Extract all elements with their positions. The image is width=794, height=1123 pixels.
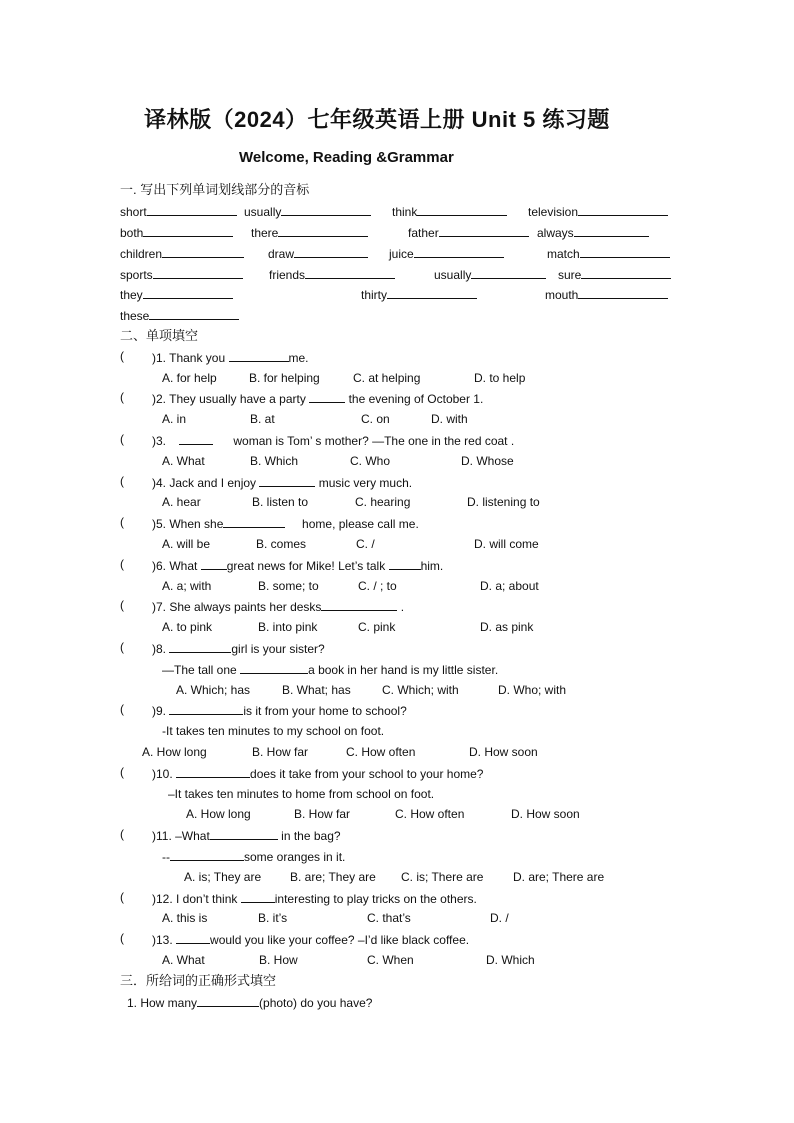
option: B. into pink bbox=[258, 620, 318, 634]
section2-heading: 二、单项填空 bbox=[120, 328, 199, 343]
question: 1. How many (photo) do you have? bbox=[127, 996, 373, 1010]
word-item: usually bbox=[434, 266, 546, 283]
option: C. hearing bbox=[355, 495, 411, 509]
option: C. / bbox=[356, 537, 375, 551]
question-line2: —The tall one a book in her hand is my little sister. bbox=[162, 663, 499, 677]
option: C. / ; to bbox=[358, 579, 397, 593]
answer-paren: ( bbox=[120, 931, 124, 945]
word-item: father bbox=[408, 224, 529, 241]
question-line2: -- some oranges in it. bbox=[162, 850, 346, 864]
question: )13. would you like your coffee? –I’d like black coffee. bbox=[152, 933, 470, 947]
option: C. When bbox=[367, 953, 414, 967]
option: B. How bbox=[259, 953, 298, 967]
option: C. How often bbox=[346, 745, 416, 759]
option: A. a; with bbox=[162, 579, 212, 593]
word-item: friends bbox=[269, 266, 395, 283]
option: C. at helping bbox=[353, 371, 421, 385]
option: A. What bbox=[162, 953, 205, 967]
option: B. some; to bbox=[258, 579, 319, 593]
question: )6. What great news for Mike! Let’s talk him. bbox=[152, 559, 444, 573]
question: )2. They usually have a party the evening of October 1. bbox=[152, 392, 484, 406]
option: D. as pink bbox=[480, 620, 534, 634]
option: B. listen to bbox=[252, 495, 309, 509]
option: A. in bbox=[162, 412, 187, 426]
word-item: children bbox=[120, 245, 244, 262]
option: C. How often bbox=[395, 807, 465, 821]
option: D. How soon bbox=[511, 807, 580, 821]
question: )1. Thank you me. bbox=[152, 351, 309, 365]
option: D. Which bbox=[486, 953, 535, 967]
option: B. are; They are bbox=[290, 870, 376, 884]
word-item: juice bbox=[389, 245, 504, 262]
question: )5. When she home, please call me. bbox=[152, 517, 419, 531]
answer-paren: ( bbox=[120, 557, 124, 571]
word-item: draw bbox=[268, 245, 368, 262]
option: A. for help bbox=[162, 371, 217, 385]
question: )12. I don’t think interesting to play tricks on the others. bbox=[152, 892, 477, 906]
option: B. Which bbox=[250, 454, 299, 468]
word-item: thirty bbox=[361, 286, 477, 303]
word-item: sure bbox=[558, 266, 671, 283]
word-item: they bbox=[120, 286, 233, 303]
option: B. comes bbox=[256, 537, 307, 551]
word-item: mouth bbox=[545, 286, 668, 303]
option: A. How long bbox=[142, 745, 207, 759]
word-item: there bbox=[251, 224, 368, 241]
word-item: match bbox=[547, 245, 670, 262]
page-title: 译林版（2024）七年级英语上册 Unit 5 练习题 bbox=[144, 107, 610, 132]
option: D. a; about bbox=[480, 579, 539, 593]
option: B. for helping bbox=[249, 371, 320, 385]
answer-paren: ( bbox=[120, 640, 124, 654]
word-item: sports bbox=[120, 266, 243, 283]
answer-paren: ( bbox=[120, 474, 124, 488]
option: D. Whose bbox=[461, 454, 514, 468]
word-item: think bbox=[392, 203, 507, 220]
answer-paren: ( bbox=[120, 515, 124, 529]
question: )8. girl is your sister? bbox=[152, 642, 325, 656]
option: C. on bbox=[361, 412, 390, 426]
option: D. listening to bbox=[467, 495, 540, 509]
option: A. this is bbox=[162, 911, 208, 925]
option: D. will come bbox=[474, 537, 539, 551]
option: C. is; There are bbox=[401, 870, 484, 884]
option: C. Who bbox=[350, 454, 391, 468]
option: A. to pink bbox=[162, 620, 213, 634]
option: D. Who; with bbox=[498, 683, 567, 697]
answer-paren: ( bbox=[120, 432, 124, 446]
word-item: both bbox=[120, 224, 233, 241]
option: A. hear bbox=[162, 495, 201, 509]
word-item: television bbox=[528, 203, 668, 220]
option: C. Which; with bbox=[382, 683, 459, 697]
option: B. How far bbox=[252, 745, 309, 759]
option: B. What; has bbox=[282, 683, 351, 697]
answer-paren: ( bbox=[120, 890, 124, 904]
answer-paren: ( bbox=[120, 390, 124, 404]
option: D. to help bbox=[474, 371, 526, 385]
word-item: these bbox=[120, 307, 239, 324]
option: D. are; There are bbox=[513, 870, 605, 884]
answer-paren: ( bbox=[120, 702, 124, 716]
option: B. at bbox=[250, 412, 275, 426]
section1-heading: 一. 写出下列单词划线部分的音标 bbox=[120, 182, 310, 197]
question-line2: -It takes ten minutes to my school on foot. bbox=[162, 724, 385, 738]
question: )3. woman is Tom’ s mother? —The one in the red coat . bbox=[152, 434, 515, 448]
answer-paren: ( bbox=[120, 349, 124, 363]
question: )11. –What in the bag? bbox=[152, 829, 341, 843]
question: )4. Jack and I enjoy music very much. bbox=[152, 476, 413, 490]
word-item: short bbox=[120, 203, 237, 220]
option: C. that’s bbox=[367, 911, 411, 925]
answer-paren: ( bbox=[120, 598, 124, 612]
word-item: usually bbox=[244, 203, 371, 220]
option: B. it’s bbox=[258, 911, 288, 925]
page-subtitle: Welcome, Reading &Grammar bbox=[239, 149, 454, 166]
question: )10. does it take from your school to your home? bbox=[152, 767, 484, 781]
word-item: always bbox=[537, 224, 649, 241]
section3-heading: 三．所给词的正确形式填空 bbox=[120, 973, 277, 988]
answer-paren: ( bbox=[120, 765, 124, 779]
question-line2: –It takes ten minutes to home from school on foot. bbox=[168, 787, 435, 801]
question: )9. is it from your home to school? bbox=[152, 704, 407, 718]
option: A. is; They are bbox=[184, 870, 262, 884]
option: C. pink bbox=[358, 620, 396, 634]
option: A. Which; has bbox=[176, 683, 251, 697]
answer-paren: ( bbox=[120, 827, 124, 841]
option: B. How far bbox=[294, 807, 351, 821]
question: )7. She always paints her desks . bbox=[152, 600, 405, 614]
option: D. How soon bbox=[469, 745, 538, 759]
option: D. with bbox=[431, 412, 468, 426]
option: A. will be bbox=[162, 537, 211, 551]
option: A. What bbox=[162, 454, 205, 468]
option: A. How long bbox=[186, 807, 251, 821]
option: D. / bbox=[490, 911, 509, 925]
